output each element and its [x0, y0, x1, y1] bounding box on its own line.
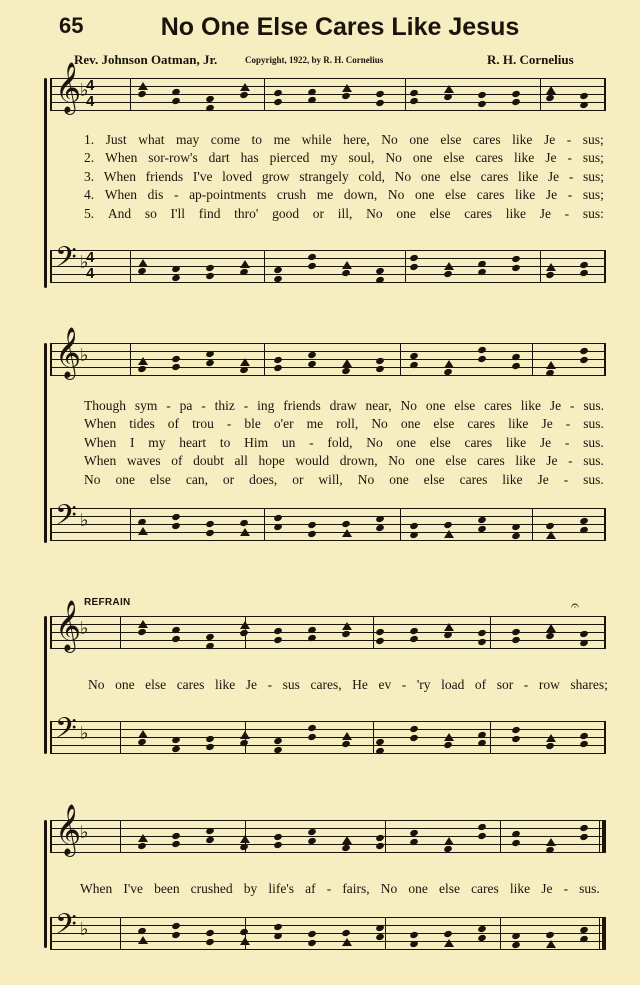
- note-head: [375, 747, 385, 755]
- lyricist-credit: Rev. Johnson Oatman, Jr.: [74, 52, 218, 67]
- bass-staff: [50, 908, 606, 950]
- note-head: [375, 90, 385, 98]
- note-head: [409, 635, 419, 643]
- note-head: [239, 366, 249, 374]
- note-head: [579, 261, 589, 269]
- note-head: [307, 253, 317, 261]
- note-head: [477, 516, 487, 524]
- note-head: [205, 642, 215, 650]
- note-head: [205, 529, 215, 537]
- note-head: [137, 628, 147, 636]
- note-head: [444, 733, 454, 741]
- note-head: [511, 523, 521, 531]
- note-head: [375, 842, 385, 850]
- note-head: [240, 835, 250, 843]
- page-number: 65: [59, 13, 84, 38]
- treble-staff: [50, 804, 606, 855]
- note-head: [205, 520, 215, 528]
- note-head: [477, 525, 487, 533]
- note-head: [171, 363, 181, 371]
- time-signature: 4 4: [86, 77, 95, 110]
- note-head: [477, 91, 487, 99]
- note-head: [307, 724, 317, 732]
- note-head: [579, 833, 589, 841]
- note-head: [443, 741, 453, 749]
- lyric-line: 1. Just what may come to me while here, No one else cares like Je - sus;: [84, 132, 604, 147]
- note-head: [273, 514, 283, 522]
- note-head: [579, 732, 589, 740]
- note-head: [171, 922, 181, 930]
- bass-staff: [50, 241, 606, 283]
- note-head: [477, 823, 487, 831]
- note-head: [137, 842, 147, 850]
- note-head: [375, 515, 385, 523]
- note-head: [240, 621, 250, 629]
- note-head: [545, 271, 555, 279]
- note-head: [375, 933, 385, 941]
- note-head: [138, 527, 148, 535]
- note-head: [273, 523, 283, 531]
- copyright-credit: Copyright, 1922, by R. H. Cornelius: [245, 55, 384, 65]
- note-head: [307, 262, 317, 270]
- page-title: No One Else Cares Like Jesus: [160, 13, 520, 41]
- lyric-line: 2. When sor-row's dart has pierced my soul, No one else cares like Je - sus;: [84, 150, 604, 166]
- note-head: [579, 639, 589, 647]
- note-head: [138, 357, 148, 365]
- note-head: [205, 929, 215, 937]
- note-head: [307, 530, 317, 538]
- note-head: [239, 268, 249, 276]
- note-head: [307, 634, 317, 642]
- note-head: [375, 637, 385, 645]
- bass-clef-icon: 𝄢: [55, 712, 77, 752]
- composer-credit: R. H. Cornelius: [487, 52, 574, 67]
- flat-icon: ♭: [80, 345, 89, 366]
- flat-icon: ♭: [80, 919, 89, 940]
- note-head: [477, 629, 487, 637]
- note-head: [307, 521, 317, 529]
- note-head: [239, 739, 249, 747]
- note-head: [171, 97, 181, 105]
- note-head: [171, 626, 181, 634]
- note-head: [511, 932, 521, 940]
- note-head: [239, 91, 249, 99]
- note-head: [443, 521, 453, 529]
- note-head: [240, 731, 250, 739]
- note-head: [239, 843, 249, 851]
- note-head: [342, 622, 352, 630]
- time-signature: 4 4: [86, 249, 95, 282]
- flat-icon: ♭: [80, 80, 89, 101]
- note-head: [307, 939, 317, 947]
- note-head: [307, 733, 317, 741]
- note-head: [375, 738, 385, 746]
- note-head: [273, 266, 283, 274]
- refrain-lyric-2: When I've been crushed by life's af - fairs, No one else cares like Je - sus.: [80, 881, 600, 896]
- bass-clef-icon: 𝄢: [55, 908, 77, 948]
- note-head: [240, 83, 250, 91]
- flat-icon: ♭: [80, 822, 89, 843]
- verses-system-2: [84, 397, 604, 489]
- note-head: [546, 86, 556, 94]
- note-head: [307, 626, 317, 634]
- note-head: [545, 742, 555, 750]
- note-head: [273, 932, 283, 940]
- note-head: [205, 743, 215, 751]
- note-head: [477, 260, 487, 268]
- note-head: [511, 735, 521, 743]
- note-head: [273, 746, 283, 754]
- note-head: [409, 734, 419, 742]
- note-head: [375, 267, 385, 275]
- note-head: [545, 931, 555, 939]
- note-head: [545, 846, 555, 854]
- note-head: [171, 522, 181, 530]
- refrain-lyric-1: No one else cares like Je - sus cares, He ev - 'ry load of sor - row shares;: [88, 677, 608, 692]
- note-head: [138, 620, 148, 628]
- note-head: [205, 264, 215, 272]
- note-head: [307, 360, 317, 368]
- note-head: [409, 254, 419, 262]
- note-head: [137, 267, 147, 275]
- note-head: [511, 362, 521, 370]
- note-head: [409, 940, 419, 948]
- note-head: [375, 365, 385, 373]
- note-head: [375, 924, 385, 932]
- note-head: [171, 274, 181, 282]
- lyric-line: No one else can, or does, or will, No one else cares like Je - sus.: [84, 471, 604, 487]
- note-head: [409, 97, 419, 105]
- note-head: [409, 522, 419, 530]
- note-head: [444, 939, 454, 947]
- note-head: [579, 92, 589, 100]
- note-head: [375, 628, 385, 636]
- note-head: [443, 631, 453, 639]
- note-head: [341, 367, 351, 375]
- note-head: [307, 837, 317, 845]
- note-head: [342, 732, 352, 740]
- lyric-line: Though sym - pa - thiz - ing friends draw near, No one else cares like Je - sus.: [84, 398, 604, 413]
- note-head: [579, 347, 589, 355]
- note-head: [443, 930, 453, 938]
- note-head: [409, 352, 419, 360]
- note-head: [546, 531, 556, 539]
- note-head: [171, 635, 181, 643]
- note-head: [375, 357, 385, 365]
- treble-clef-icon: 𝄞: [55, 804, 82, 855]
- note-head: [579, 926, 589, 934]
- note-head: [409, 838, 419, 846]
- note-head: [205, 104, 215, 112]
- note-head: [477, 638, 487, 646]
- note-head: [273, 923, 283, 931]
- note-head: [443, 93, 453, 101]
- note-head: [444, 530, 454, 538]
- note-head: [477, 832, 487, 840]
- note-head: [444, 360, 454, 368]
- note-head: [546, 361, 556, 369]
- note-head: [341, 929, 351, 937]
- lyric-line: When tides of trou - ble o'er me roll, No one else cares like Je - sus.: [84, 416, 604, 432]
- note-head: [171, 355, 181, 363]
- note-head: [579, 517, 589, 525]
- note-head: [477, 731, 487, 739]
- lyric-line: 3. When friends I've loved grow strangely cold, No one else cares like Je - sus;: [84, 168, 604, 184]
- bass-clef-icon: 𝄢: [55, 241, 77, 281]
- note-head: [444, 85, 454, 93]
- bass-clef-icon: 𝄢: [55, 499, 77, 539]
- note-head: [171, 88, 181, 96]
- note-head: [240, 937, 250, 945]
- note-head: [375, 834, 385, 842]
- note-head: [341, 630, 351, 638]
- note-head: [171, 513, 181, 521]
- note-head: [375, 276, 385, 284]
- note-head: [546, 624, 556, 632]
- brace: [44, 78, 47, 288]
- note-head: [273, 364, 283, 372]
- note-head: [341, 92, 351, 100]
- note-head: [409, 361, 419, 369]
- note-head: [273, 841, 283, 849]
- note-head: [579, 356, 589, 364]
- brace: [44, 616, 47, 754]
- note-head: [409, 531, 419, 539]
- note-head: [138, 936, 148, 944]
- note-head: [511, 353, 521, 361]
- note-head: [205, 827, 215, 835]
- note-head: [273, 275, 283, 283]
- fermata-icon: 𝄐: [571, 598, 579, 614]
- note-head: [273, 833, 283, 841]
- note-head: [477, 100, 487, 108]
- note-head: [477, 346, 487, 354]
- note-head: [443, 845, 453, 853]
- note-head: [341, 740, 351, 748]
- note-head: [511, 830, 521, 838]
- note-head: [511, 255, 521, 263]
- note-head: [307, 351, 317, 359]
- note-head: [138, 730, 148, 738]
- note-head: [205, 350, 215, 358]
- note-head: [579, 269, 589, 277]
- note-head: [341, 269, 351, 277]
- note-head: [546, 940, 556, 948]
- note-head: [409, 829, 419, 837]
- note-head: [545, 94, 555, 102]
- note-head: [511, 264, 521, 272]
- note-head: [342, 84, 352, 92]
- note-head: [138, 82, 148, 90]
- note-head: [137, 90, 147, 98]
- note-head: [239, 629, 249, 637]
- note-head: [579, 630, 589, 638]
- brace: [44, 820, 47, 948]
- treble-clef-icon: 𝄞: [55, 62, 82, 113]
- treble-staff: [50, 327, 606, 378]
- note-head: [307, 88, 317, 96]
- note-head: [171, 736, 181, 744]
- note-head: [511, 628, 521, 636]
- note-head: [205, 95, 215, 103]
- note-head: [342, 359, 352, 367]
- treble-clef-icon: 𝄞: [55, 327, 82, 378]
- note-head: [511, 839, 521, 847]
- note-head: [171, 745, 181, 753]
- brace: [44, 343, 47, 543]
- bass-staff: [50, 499, 606, 541]
- note-head: [239, 928, 249, 936]
- note-head: [546, 838, 556, 846]
- note-head: [342, 938, 352, 946]
- treble-staff: [50, 62, 606, 113]
- note-head: [511, 532, 521, 540]
- note-head: [205, 938, 215, 946]
- treble-clef-icon: 𝄞: [55, 600, 82, 651]
- note-head: [171, 265, 181, 273]
- note-head: [205, 735, 215, 743]
- note-head: [444, 623, 454, 631]
- note-head: [138, 834, 148, 842]
- note-head: [511, 726, 521, 734]
- note-head: [579, 526, 589, 534]
- note-head: [546, 734, 556, 742]
- bass-staff: [50, 712, 606, 754]
- note-head: [579, 824, 589, 832]
- note-head: [137, 927, 147, 935]
- note-head: [511, 90, 521, 98]
- note-head: [511, 636, 521, 644]
- note-head: [205, 633, 215, 641]
- note-head: [409, 263, 419, 271]
- note-head: [137, 738, 147, 746]
- note-head: [240, 358, 250, 366]
- note-head: [240, 528, 250, 536]
- note-head: [477, 355, 487, 363]
- note-head: [205, 836, 215, 844]
- note-head: [341, 844, 351, 852]
- note-head: [341, 520, 351, 528]
- note-head: [307, 96, 317, 104]
- note-head: [511, 98, 521, 106]
- note-head: [444, 837, 454, 845]
- note-head: [546, 263, 556, 271]
- note-head: [511, 941, 521, 949]
- flat-icon: ♭: [80, 252, 89, 273]
- flat-icon: ♭: [80, 723, 89, 744]
- note-head: [240, 260, 250, 268]
- note-head: [138, 259, 148, 267]
- note-head: [443, 270, 453, 278]
- note-head: [477, 739, 487, 747]
- note-head: [205, 272, 215, 280]
- note-head: [545, 632, 555, 640]
- note-head: [342, 529, 352, 537]
- note-head: [579, 740, 589, 748]
- note-head: [273, 89, 283, 97]
- flat-icon: ♭: [80, 510, 89, 531]
- note-head: [342, 261, 352, 269]
- note-head: [307, 930, 317, 938]
- note-head: [579, 101, 589, 109]
- note-head: [545, 522, 555, 530]
- note-head: [579, 935, 589, 943]
- note-head: [137, 365, 147, 373]
- note-head: [239, 519, 249, 527]
- lyric-line: When I my heart to Him un - fold, No one else cares like Je - sus.: [84, 434, 604, 450]
- note-head: [477, 925, 487, 933]
- note-head: [477, 268, 487, 276]
- note-head: [545, 369, 555, 377]
- note-head: [375, 524, 385, 532]
- lyric-line: When waves of doubt all hope would drown, No one else cares like Je - sus.: [84, 453, 604, 469]
- refrain-label: REFRAIN: [84, 597, 131, 608]
- note-head: [443, 368, 453, 376]
- note-head: [273, 737, 283, 745]
- note-head: [375, 99, 385, 107]
- note-head: [342, 836, 352, 844]
- lyric-line: 5. And so I'll find thro' good or ill, No one else cares like Je - sus:: [84, 205, 604, 221]
- note-head: [444, 262, 454, 270]
- lyric-line: 4. When dis - ap-pointments crush me down, No one else cares like Je - sus;: [84, 187, 604, 203]
- note-head: [409, 627, 419, 635]
- flat-icon: ♭: [80, 618, 89, 639]
- note-head: [273, 627, 283, 635]
- verses-system-1: [84, 131, 604, 223]
- note-head: [171, 832, 181, 840]
- note-head: [137, 518, 147, 526]
- note-head: [273, 636, 283, 644]
- note-head: [273, 98, 283, 106]
- note-head: [171, 931, 181, 939]
- note-head: [409, 931, 419, 939]
- note-head: [477, 934, 487, 942]
- note-head: [171, 840, 181, 848]
- note-head: [409, 725, 419, 733]
- note-head: [273, 356, 283, 364]
- note-head: [409, 89, 419, 97]
- note-head: [307, 828, 317, 836]
- note-head: [205, 359, 215, 367]
